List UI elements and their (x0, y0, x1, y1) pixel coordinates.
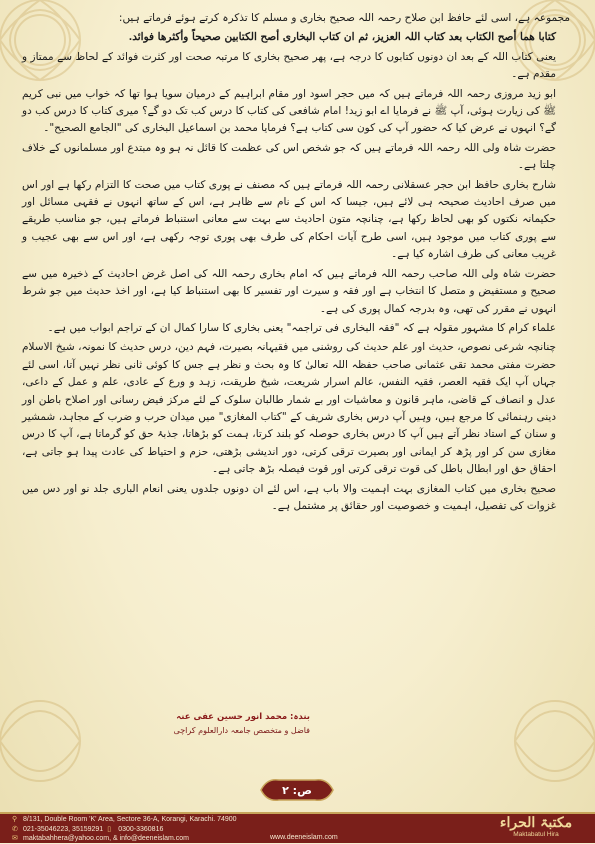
paragraph: حضرت شاہ ولی اللہ رحمہ اللہ فرماتے ہیں کہ جو شخص اس کی عظمت کا قائل نہ ہو وہ مبتدع اور مسلمانوں کے خلاف چلتا ہے۔ (22, 141, 556, 172)
paragraph: علماء کرام کا مشہور مقولہ ہے کہ "فقہ البخاری فی تراجمہ" یعنی بخاری کا سارا کمال ان کے تراجم ابواب میں ہے۔ (47, 321, 556, 334)
paragraph: شارح بخاری حافظ ابن حجر عسقلانی رحمہ اللہ فرماتے ہیں کہ مصنف نے پوری کتاب میں صحت کا التزام رکھا ہے اور اس میں صرف احادیث صحیحہ ہی لائے ہیں، جیسا کہ اس کے نام سے ظاہر ہے، اس کے ساتھ انہوں نے فقہی مسائل اور حکیمانہ نکتوں کو بھی لحاظ رکھا ہے، چنانچہ متون احادیث سے بہت سے معانی استنباط فرماتے ہیں، جو مناسب طریقے سے پوری کتاب میں موجود ہیں، اسی طرح آیات احکام کی طرف بھی پوری توجہ رکھی ہے، اور اس سے بھی عجیب و غریب معانی کی طرف اشارہ کیا ہے۔ (22, 178, 556, 261)
page-number: ص: ۲ (282, 783, 312, 797)
signature-block (110, 711, 310, 737)
mobile-icon: ▯ (107, 825, 112, 833)
logo-english: Maktabatul Hira (513, 831, 559, 838)
paragraph: چنانچہ شرعی نصوص، حدیث اور علم حدیث کی روشنی میں فقیہانہ بصیرت، فہم دین، درس حدیث کا نمونہ، شیخ الاسلام حضرت مفتی محمد تقی عثمانی صاحب حفظہ اللہ تعالیٰ کا وہ بحث و نظر ہے جس کا کوئی ثانی نظر نہیں آتا، اسی لئے جہاں آپ ایک فقیہ العصر، فقیہ النفس، عالم اسرار شریعت، شیخ طریقت، زہد و ورع کے عادی، علم و عمل کے داعی، عدل و انصاف کے قاضی، ماہر قانون و معاشیات اور بے شمار طالبان سلوک کے لئے مرکز فیض رسانی اور اصلاح باطن اور دینی رہنمائی کا مرجع ہیں، وہیں آپ درس بخاری شریف کے "کتاب المغازی" میں میدان حرب و ضرب کے مجاہد، شمشیر و سنان کے استاد نظر آتے ہیں آپ کا درس بخاری حوصلہ کو بلند کرتا، ہمت کو بڑھاتا، جذبۂ حق کو گرماتا ہے، آپ کا درس مغازی سن کر اور پڑھ کر ایمانی اور بصیرت ترقی کرتی، دور اندیشی بڑھتی، حزم و احتیاط کی عادت پیدا ہو جاتی ہے، احقاق حق اور ابطال باطل کی قوت ترقی کرتی اور قوت فیصلہ بڑھ جاتی ہے۔ (22, 341, 556, 476)
page-number-badge (257, 776, 337, 804)
email-icon: ✉ (12, 835, 18, 843)
phone-numbers: 021-35046223, 35159291 (23, 825, 104, 833)
floral-ornament-icon (435, 621, 595, 801)
email-addresses[interactable]: maktabahhera@yahoo.com, & info@deeneislam.com (23, 835, 189, 842)
paragraph: ابو زید مروزی رحمہ اللہ فرماتے ہیں کہ میں حجر اسود اور مقام ابراہیم کے درمیان سویا ہوا تھا کہ خواب میں نبی کریم ﷺ کی زیارت ہوئی، آپ ﷺ نے فرمایا اے ابو زید! امام شافعی کی کتاب کا درس کب تک دو گے؟ میری کتاب کا درس کب دو گے؟ انہوں نے عرض کیا کہ حضور آپ کی کون سی کتاب ہے؟ فرمایا محمد بن اسماعیل البخاری کی "الجامع الصحیح"۔ (22, 87, 556, 135)
address: 8/131, Double Room 'K' Area, Sectore 36-A, Korangi, Karachi. 74900 (23, 816, 237, 823)
paragraph: صحیح بخاری میں کتاب المغازی بہت اہمیت والا باب ہے، اس لئے ان دونوں جلدوں یعنی انعام الباری جلد نو اور دس میں غزوات کی تفصیل، اہمیت و خصوصیت اور حقائق پر مشتمل ہے۔ (22, 482, 556, 512)
mobile-number: 0300-3360816 (118, 825, 164, 833)
phone-icon: ✆ (12, 825, 18, 833)
signature-title: فاضل و متخصص جامعہ دارالعلوم کراچی (173, 726, 310, 735)
paragraph: مجموعہ ہے، اسی لئے حافظ ابن صلاح رحمہ اللہ صحیح بخاری و مسلم کا تذکرہ کرتے ہوئے فرماتے ہیں: (118, 12, 570, 24)
logo-urdu: مکتبۃ الحراء (499, 815, 573, 831)
location-pin-icon: ⚲ (12, 816, 18, 824)
arabic-quote: کتابا ھما أصح الکتاب بعد کتاب اللہ العزیز، ثم ان کتاب البخاری أصح الکتابین صحیحاً وأکثرھا فوائد. (128, 31, 556, 44)
footer-bar (0, 812, 595, 843)
contact-info (12, 815, 237, 844)
paragraph: حضرت شاہ ولی اللہ صاحب رحمہ اللہ فرماتے ہیں کہ امام بخاری رحمہ اللہ کی اصل غرض احادیث کے ذخیرہ میں سے صحیح و مستفیض و متصل کا انتخاب ہے اور فقہ و سیرت اور تفسیر کا بھی استنباط کیا ہے، اور اخذ حدیث میں جو شرط انہوں نے مقرر کی تھی، وہ بدرجہ کمال پوری کی ہے۔ (22, 267, 556, 315)
article-body (22, 10, 570, 517)
website-link[interactable]: www.deeneislam.com (270, 834, 338, 841)
signature-name: بندہ: محمد انور حسین عفی عنہ (176, 712, 310, 722)
publisher-logo (491, 815, 581, 842)
paragraph: یعنی کتاب اللہ کے بعد ان دونوں کتابوں کا درجہ ہے، پھر صحیح بخاری کا مرتبہ صحت اور کثرت فوائد کے لحاظ سے ممتاز و مقدم ہے۔ (22, 50, 556, 81)
